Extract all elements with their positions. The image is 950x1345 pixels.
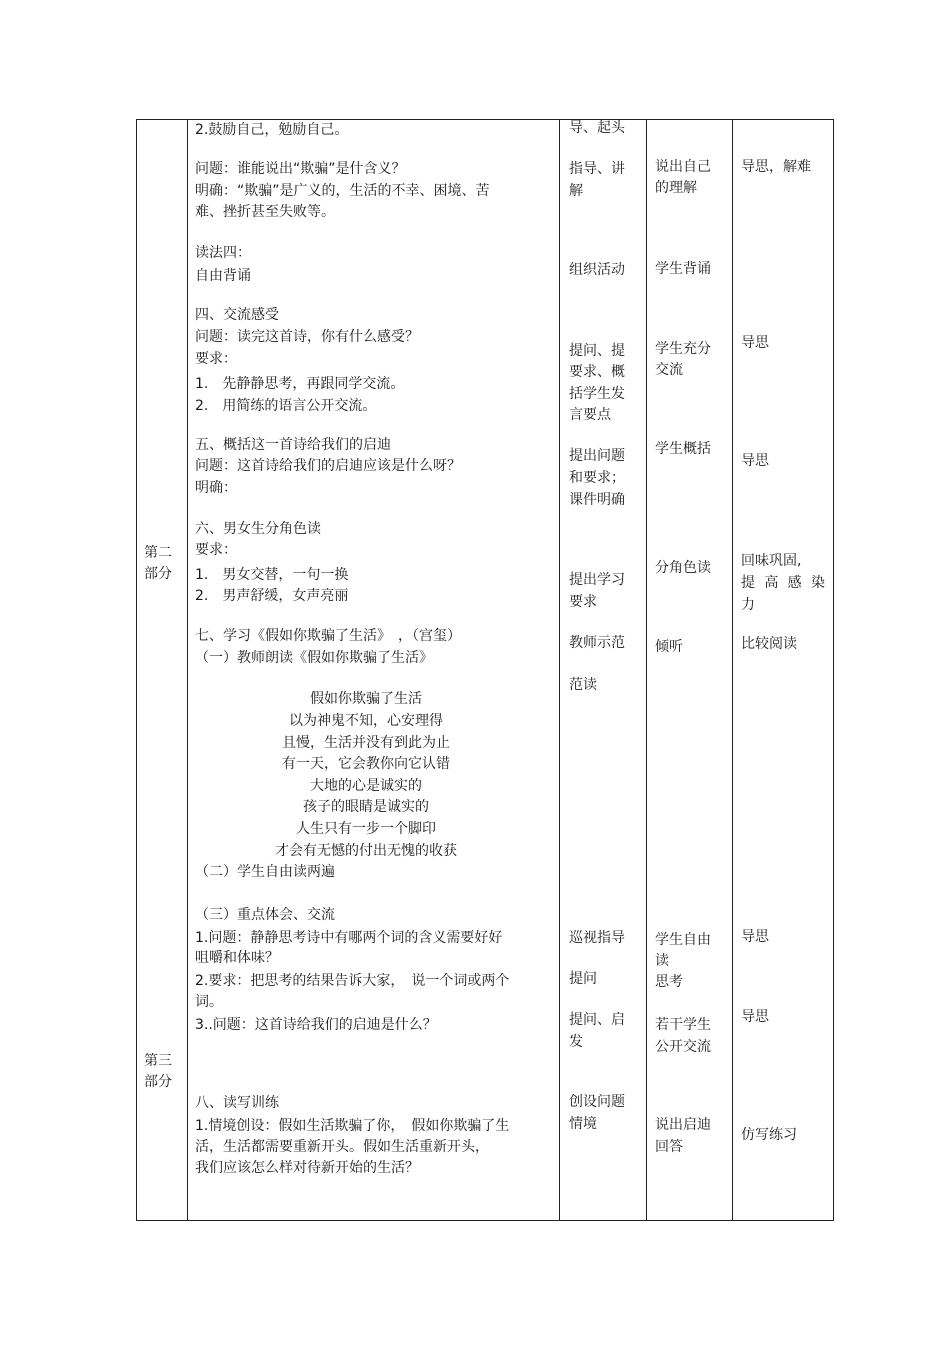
teacher-activity: 提问 [569, 971, 597, 987]
design-intent: 力 [741, 597, 755, 613]
design-intent: 导思 [741, 453, 769, 469]
content-line: 要求： [195, 351, 237, 367]
student-activity: 分角色读 [655, 560, 711, 576]
design-intent: 导思 [741, 335, 769, 351]
student-activity: 若干学生 [655, 1017, 711, 1033]
section-heading: 四、交流感受 [195, 307, 279, 323]
teacher-activity: 情境 [569, 1116, 597, 1132]
content-line: 活，生活都需要重新开头。假如生活重新开头， [195, 1139, 489, 1155]
student-activity: 的理解 [655, 180, 697, 196]
design-intent: 回味巩固, [741, 553, 802, 569]
content-line: 问题：谁能说出“欺骗”是什含义？ [195, 161, 406, 177]
poem-title: 假如你欺骗了生活 [310, 691, 422, 707]
teacher-activity: 提出学习 [569, 572, 625, 588]
poem-line: 且慢，生活并没有到此为止 [282, 735, 450, 751]
section-heading: 六、男女生分角色读 [195, 521, 321, 537]
section-label: 部分 [144, 1074, 172, 1090]
poem-line: 有一天，它会教你向它认错 [282, 756, 450, 772]
design-intent: 导思 [741, 1009, 769, 1025]
content-line: 问题：这首诗给我们的启迪应该是什么呀？ [195, 458, 461, 474]
section-heading: 七、学习《假如你欺骗了生活》 ，（宫玺） [195, 628, 461, 644]
teacher-activity: 解 [569, 183, 583, 199]
student-activity: 倾听 [655, 639, 683, 655]
content-line: 咀嚼和体味？ [195, 950, 279, 966]
student-activity: 学生概括 [655, 441, 711, 457]
content-line: 2.要求：把思考的结果告诉大家， 说一个词或两个 [195, 973, 510, 989]
student-activity: 思考 [655, 974, 683, 990]
student-activity: 学生背诵 [655, 261, 711, 277]
column-divider [187, 120, 188, 1220]
teacher-activity: 教师示范 [569, 635, 625, 651]
teacher-activity: 要求、概 [569, 364, 625, 380]
content-line: （一）教师朗读《假如你欺骗了生活》 [195, 650, 433, 666]
content-line: 2. 男声舒缓，女声亮丽 [195, 588, 349, 604]
teacher-activity: 提出问题 [569, 448, 625, 464]
content-line: 明确： [195, 480, 237, 496]
student-activity: 回答 [655, 1139, 683, 1155]
content-line: 词。 [195, 994, 223, 1010]
content-line: 2. 用简练的语言公开交流。 [195, 398, 377, 414]
teacher-activity: 和要求； [569, 470, 625, 486]
teacher-activity: 括学生发 [569, 386, 625, 402]
teacher-activity: 提问、启 [569, 1012, 625, 1028]
student-activity: 学生充分 [655, 341, 711, 357]
student-activity: 读 [655, 953, 669, 969]
poem-line: 大地的心是诚实的 [310, 778, 422, 794]
content-line: 难、挫折甚至失败等。 [195, 204, 335, 220]
content-line: 1.情境创设：假如生活欺骗了你， 假如你欺骗了生 [195, 1118, 510, 1134]
content-line: 明确：“欺骗”是广义的，生活的不幸、困境、苦 [195, 183, 490, 199]
content-line: （二）学生自由读两遍 [195, 864, 335, 880]
poem-line: 才会有无憾的付出无愧的收获 [275, 843, 457, 859]
teacher-activity: 指导、讲 [569, 161, 625, 177]
design-intent: 仿写练习 [741, 1127, 797, 1143]
section-label: 第三 [144, 1053, 172, 1069]
student-activity: 说出自己 [655, 159, 711, 175]
student-activity: 说出启迪 [655, 1117, 711, 1133]
content-line: 自由背诵 [195, 268, 251, 284]
teacher-activity: 要求 [569, 594, 597, 610]
teacher-activity: 巡视指导 [569, 930, 625, 946]
student-activity: 交流 [655, 362, 683, 378]
poem-line: 孩子的眼睛是诚实的 [303, 799, 429, 815]
content-line: 读法四： [195, 245, 251, 261]
content-line: （三）重点体会、交流 [195, 907, 335, 923]
section-label: 部分 [144, 566, 172, 582]
design-intent: 导思 [741, 929, 769, 945]
content-line: 1. 男女交替，一句一换 [195, 567, 349, 583]
content-line: 1. 先静静思考，再跟同学交流。 [195, 376, 405, 392]
content-line: 1.问题：静静思考诗中有哪两个词的含义需要好好 [195, 930, 503, 946]
content-line: 3..问题：这首诗给我们的启迪是什么？ [195, 1017, 437, 1033]
student-activity: 学生自由 [655, 932, 711, 948]
teacher-activity: 课件明确 [569, 492, 625, 508]
poem-line: 以为神鬼不知，心安理得 [289, 713, 443, 729]
design-intent: 导思，解难 [741, 159, 811, 175]
teacher-activity: 范读 [569, 677, 597, 693]
design-intent: 提高感染 [741, 575, 825, 591]
teacher-activity: 提问、提 [569, 343, 625, 359]
poem-line: 人生只有一步一个脚印 [296, 821, 436, 837]
design-intent: 比较阅读 [741, 636, 797, 652]
content-line: 我们应该怎么样对待新开始的生活？ [195, 1160, 419, 1176]
content-line: 要求： [195, 542, 237, 558]
content-line: 问题：读完这首诗，你有什么感受？ [195, 329, 419, 345]
section-heading: 五、概括这一首诗给我们的启迪 [195, 437, 391, 453]
student-activity: 公开交流 [655, 1039, 711, 1055]
section-heading: 八、读写训练 [195, 1095, 279, 1111]
teacher-activity: 创设问题 [569, 1094, 625, 1110]
section-label: 第二 [144, 545, 172, 561]
content-line: 2.鼓励自己，勉励自己。 [195, 122, 349, 138]
column-divider [559, 120, 560, 1220]
teacher-activity: 组织活动 [569, 262, 625, 278]
teacher-activity: 言要点 [569, 407, 611, 423]
column-divider [732, 120, 733, 1220]
teacher-activity: 发 [569, 1034, 583, 1050]
teacher-activity: 导、起头 [569, 120, 625, 136]
column-divider [646, 120, 647, 1220]
